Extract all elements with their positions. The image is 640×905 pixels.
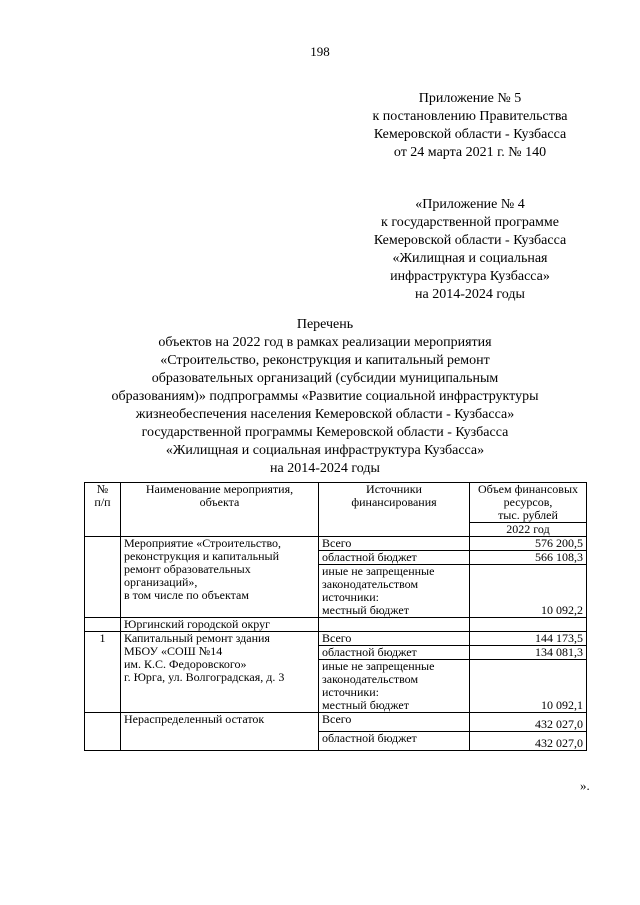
appendix-4-line: Кемеровской области - Кузбасса — [373, 233, 567, 248]
appendix-4-header — [360, 196, 580, 304]
header-text: Источники — [366, 482, 422, 496]
title-line: образованиям)» подпрограммы «Развитие социальной инфраструктуры — [111, 389, 539, 404]
header-text: Объем финансовых — [477, 482, 579, 496]
header-text: финансирования — [351, 495, 437, 509]
cell-source: Всего — [319, 632, 470, 646]
cell-source: областной бюджет — [319, 551, 470, 565]
closing-mark: ». — [580, 778, 590, 793]
cell-num — [85, 618, 121, 632]
cell-text: иные не запрещенные — [322, 564, 435, 578]
title-line: «Жилищная и социальная инфраструктура Кузбасса» — [165, 443, 485, 458]
table-header-row — [85, 483, 587, 523]
cell-num — [85, 537, 121, 618]
cell-value: 144 173,5 — [470, 632, 587, 646]
cell-object-name — [121, 632, 319, 713]
title-line: «Строительство, реконструкция и капитальный ремонт — [160, 353, 490, 368]
cell-undistributed-name: Нераспределенный остаток — [121, 713, 319, 751]
cell-text: источники: — [322, 590, 379, 604]
cell-district: Юргинский городской округ — [121, 618, 319, 632]
cell-text: законодательством — [322, 672, 419, 686]
cell-measure-name — [121, 537, 319, 618]
cell-source — [319, 660, 470, 700]
cell-value — [470, 660, 587, 700]
appendix-4-line: на 2014-2024 годы — [415, 287, 525, 302]
objects-table — [84, 482, 587, 751]
appendix-4-line: «Жилищная и социальная — [392, 251, 548, 266]
header-text: ресурсов, — [503, 495, 553, 509]
cell-value: 432 027,0 — [470, 732, 587, 751]
table-row — [85, 618, 587, 632]
page-number: 198 — [310, 44, 330, 59]
header-text: п/п — [94, 495, 111, 509]
cell-num — [85, 713, 121, 751]
appendix-4-line: «Приложение № 4 — [415, 197, 525, 212]
cell-value: 432 027,0 — [470, 713, 587, 732]
cell-text: иные не запрещенные — [322, 659, 435, 673]
cell-source: областной бюджет — [319, 732, 470, 751]
cell-text: реконструкция и капитальный — [124, 549, 279, 563]
cell-text: Капитальный ремонт здания — [124, 631, 270, 645]
cell-text: организаций», — [124, 575, 198, 589]
title-line: жизнеобеспечения населения Кемеровской области - Кузбасса» — [135, 407, 515, 422]
table-row — [85, 632, 587, 646]
appendix-5-header — [360, 90, 580, 162]
cell-text: источники: — [322, 685, 379, 699]
cell-value: 10 092,2 — [470, 604, 587, 618]
appendix-4-line: инфраструктура Кузбасса» — [390, 269, 550, 284]
header-name — [121, 483, 319, 537]
cell-source: Всего — [319, 713, 470, 732]
cell-text: г. Юрга, ул. Волгоградская, д. 3 — [124, 670, 285, 684]
cell-text: законодательством — [322, 577, 419, 591]
cell-value: 10 092,1 — [470, 699, 587, 713]
cell-text: в том числе по объектам — [124, 588, 249, 602]
header-year: 2022 год — [470, 523, 587, 537]
header-text: Наименование мероприятия, — [145, 482, 294, 496]
cell-source — [319, 618, 470, 632]
cell-source: местный бюджет — [319, 699, 470, 713]
cell-value: 134 081,3 — [470, 646, 587, 660]
cell-text: МБОУ «СОШ №14 — [124, 644, 223, 658]
table-row — [85, 713, 587, 732]
header-text: № — [96, 482, 109, 496]
cell-text: Мероприятие «Строительство, — [124, 536, 282, 550]
table-row — [85, 537, 587, 551]
appendix-5-line: от 24 марта 2021 г. № 140 — [393, 145, 547, 160]
cell-value — [470, 618, 587, 632]
cell-text: ремонт образовательных — [124, 562, 251, 576]
title-line: Перечень — [296, 317, 354, 332]
document-title — [60, 316, 590, 478]
cell-source: Всего — [319, 537, 470, 551]
appendix-4-line: к государственной программе — [381, 215, 559, 230]
cell-value — [470, 565, 587, 605]
title-line: государственной программы Кемеровской области - Кузбасса — [141, 425, 509, 440]
header-num — [85, 483, 121, 537]
cell-source: местный бюджет — [319, 604, 470, 618]
cell-source: областной бюджет — [319, 646, 470, 660]
cell-text: им. К.С. Федоровского» — [124, 657, 247, 671]
cell-source — [319, 565, 470, 605]
title-line: объектов на 2022 год в рамках реализации мероприятия — [158, 335, 492, 350]
cell-num: 1 — [85, 632, 121, 713]
cell-value: 566 108,3 — [470, 551, 587, 565]
title-line: на 2014-2024 годы — [270, 461, 380, 476]
appendix-5-line: Кемеровской области - Кузбасса — [373, 127, 567, 142]
cell-value: 576 200,5 — [470, 537, 587, 551]
header-text: тыс. рублей — [498, 508, 558, 522]
header-text: объекта — [199, 495, 240, 509]
header-source — [319, 483, 470, 537]
appendix-5-line: Приложение № 5 — [418, 91, 522, 106]
appendix-5-line: к постановлению Правительства — [372, 109, 568, 124]
title-line: образовательных организаций (субсидии муниципальным — [151, 371, 499, 386]
header-volume — [470, 483, 587, 523]
